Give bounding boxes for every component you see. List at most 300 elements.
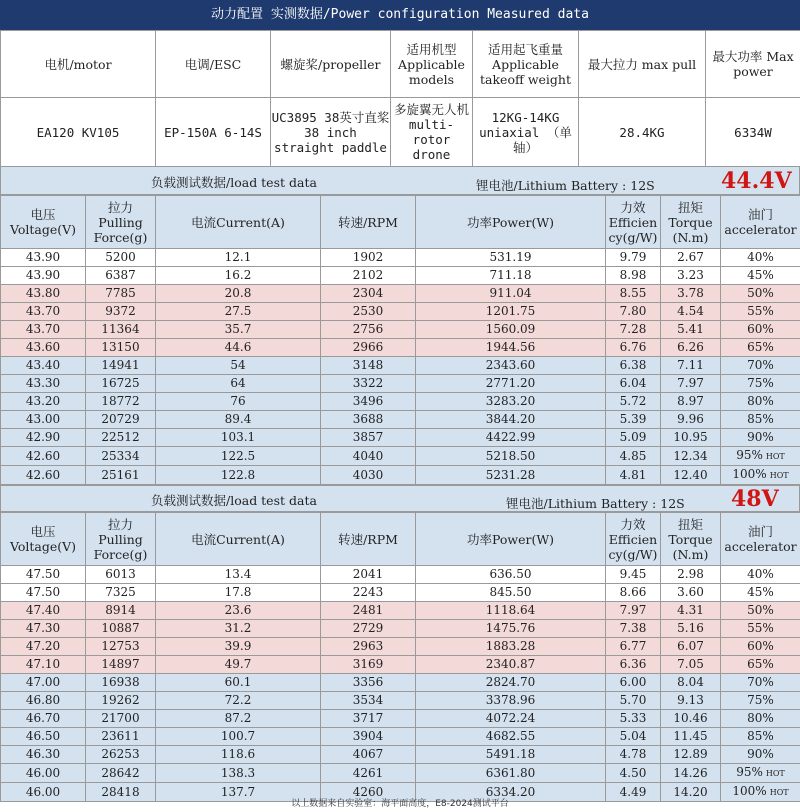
- cell-efficiency: [606, 584, 661, 602]
- cell-efficiency: [606, 249, 661, 267]
- column-header-row: [1, 196, 800, 249]
- cell-current: [156, 602, 321, 620]
- cell-accelerator: [721, 466, 800, 485]
- cell-voltage: [1, 429, 86, 447]
- cell-power: [416, 638, 606, 656]
- cell-torque: [661, 656, 721, 674]
- cell-rpm: [321, 710, 416, 728]
- table-row: [1, 429, 800, 447]
- cell-value: 43.90: [25, 268, 61, 282]
- cell-torque: [661, 285, 721, 303]
- cell-value: 3.78: [677, 286, 704, 300]
- cell-efficiency: [606, 638, 661, 656]
- cell-accelerator: [721, 602, 800, 620]
- cell-value: 7.38: [619, 621, 647, 635]
- cell-value: 8.98: [619, 268, 647, 282]
- cell-voltage: [1, 566, 86, 584]
- cell-power: [416, 285, 606, 303]
- cell-pulling-force: [86, 638, 156, 656]
- cell-value: 3356: [352, 675, 384, 689]
- cell-value: 8.97: [677, 394, 704, 408]
- cell-value: 47.30: [25, 621, 61, 635]
- cell-value: 6.38: [619, 358, 647, 372]
- table-row: [1, 466, 800, 485]
- cell-value: 90%: [747, 430, 774, 444]
- cell-current: [156, 411, 321, 429]
- cell-value: 2756: [352, 322, 384, 336]
- cell-current: [156, 728, 321, 746]
- cell-value: 6361.80: [485, 765, 536, 780]
- table-row: [1, 321, 800, 339]
- cell-power: [416, 710, 606, 728]
- cell-pulling-force: [86, 674, 156, 692]
- cell-value: 6.07: [677, 639, 704, 653]
- cell-value: 27.5: [224, 304, 252, 318]
- cell-value: 54: [230, 358, 246, 372]
- cell-efficiency: [606, 411, 661, 429]
- cell-voltage: [1, 375, 86, 393]
- cell-voltage: [1, 584, 86, 602]
- cell-value: 40%: [747, 567, 774, 581]
- cell-value: 35.7: [224, 322, 252, 336]
- cell-power: [416, 466, 606, 485]
- footer-note: 以上数据来自实验室：海平面高度，E8-2024测试平台: [291, 799, 509, 809]
- cell-value: 10887: [101, 621, 140, 635]
- cell-value: 636.50: [489, 567, 532, 581]
- cell-value: 50%: [747, 286, 774, 300]
- cell-value: 2729: [352, 621, 384, 635]
- cell-current: [156, 321, 321, 339]
- cell-value: 122.5: [220, 448, 256, 463]
- column-header-accelerator: 油门 accelerator: [721, 513, 800, 566]
- cell-value: 1902: [352, 250, 384, 264]
- spec-header-esc: 电调/ESC: [156, 31, 271, 98]
- cell-value: 16725: [101, 376, 140, 390]
- cell-efficiency: [606, 746, 661, 764]
- cell-value: 4260: [352, 784, 384, 799]
- cell-voltage: [1, 321, 86, 339]
- cell-value: 6013: [105, 567, 136, 581]
- cell-torque: [661, 249, 721, 267]
- cell-value: 5231.28: [485, 467, 536, 482]
- cell-accelerator: [721, 303, 800, 321]
- cell-power: [416, 584, 606, 602]
- cell-voltage: [1, 620, 86, 638]
- cell-value: 46.70: [25, 711, 61, 725]
- cell-pulling-force: [86, 285, 156, 303]
- cell-value: 95%: [736, 765, 763, 779]
- cell-voltage: [1, 764, 86, 783]
- cell-voltage: [1, 728, 86, 746]
- cell-power: [416, 393, 606, 411]
- cell-rpm: [321, 566, 416, 584]
- cell-torque: [661, 764, 721, 783]
- cell-value: 4261: [352, 765, 384, 780]
- cell-value: 2.98: [677, 567, 704, 581]
- cell-power: [416, 566, 606, 584]
- cell-value: 4072.24: [485, 711, 536, 725]
- cell-value: 3283.20: [485, 394, 536, 408]
- cell-pulling-force: [86, 321, 156, 339]
- spec-header-max-pull: 最大拉力 max pull: [579, 31, 706, 98]
- cell-voltage: [1, 710, 86, 728]
- cell-value: 5.09: [619, 430, 647, 444]
- cell-efficiency: [606, 285, 661, 303]
- cell-value: 1560.09: [485, 322, 536, 336]
- table-row: [1, 447, 800, 466]
- cell-accelerator: [721, 249, 800, 267]
- spec-value-propeller: UC3895 38英寸直桨 38 inch straight paddle: [271, 98, 391, 167]
- cell-voltage: [1, 285, 86, 303]
- cell-power: [416, 267, 606, 285]
- cell-value: 5218.50: [485, 448, 536, 463]
- spec-value-weight: 12KG-14KG uniaxial （单轴）: [473, 98, 579, 167]
- cell-value: 75%: [747, 376, 774, 390]
- cell-current: [156, 710, 321, 728]
- cell-accelerator: [721, 656, 800, 674]
- cell-value: 44.6: [224, 340, 252, 354]
- cell-rpm: [321, 656, 416, 674]
- cell-value: 8.55: [619, 286, 647, 300]
- cell-accelerator: [721, 429, 800, 447]
- cell-value: 2041: [352, 567, 384, 581]
- cell-pulling-force: [86, 466, 156, 485]
- cell-pulling-force: [86, 602, 156, 620]
- cell-current: [156, 566, 321, 584]
- cell-torque: [661, 674, 721, 692]
- cell-accelerator: [721, 728, 800, 746]
- cell-value: 65%: [747, 657, 774, 671]
- cell-value: 2771.20: [485, 376, 536, 390]
- cell-efficiency: [606, 393, 661, 411]
- cell-value: 5.39: [619, 412, 647, 426]
- cell-value: 4.49: [619, 784, 647, 799]
- cell-value: 18772: [101, 394, 140, 408]
- cell-value: 8.66: [619, 585, 647, 599]
- cell-voltage: [1, 357, 86, 375]
- cell-torque: [661, 339, 721, 357]
- cell-accelerator: [721, 692, 800, 710]
- cell-value: 12.89: [673, 747, 708, 761]
- cell-value: 46.80: [25, 693, 61, 707]
- cell-value: 46.30: [25, 747, 61, 761]
- cell-rpm: [321, 620, 416, 638]
- column-header-efficiency: 力效 Efficien cy(g/W): [606, 513, 661, 566]
- cell-voltage: [1, 393, 86, 411]
- hot-badge: HOT: [765, 452, 785, 461]
- cell-power: [416, 321, 606, 339]
- cell-value: 42.60: [25, 467, 61, 482]
- cell-value: 6.04: [619, 376, 647, 390]
- cell-value: 10.95: [673, 430, 708, 444]
- cell-torque: [661, 584, 721, 602]
- cell-value: 4.78: [619, 747, 647, 761]
- cell-value: 7.28: [619, 322, 647, 336]
- cell-power: [416, 303, 606, 321]
- cell-efficiency: [606, 375, 661, 393]
- cell-value: 7.97: [677, 376, 704, 390]
- cell-torque: [661, 728, 721, 746]
- cell-value: 3496: [352, 394, 384, 408]
- cell-accelerator: [721, 710, 800, 728]
- cell-value: 75%: [747, 693, 774, 707]
- cell-current: [156, 357, 321, 375]
- cell-value: 6.00: [619, 675, 647, 689]
- cell-value: 2304: [352, 286, 384, 300]
- cell-accelerator: [721, 746, 800, 764]
- cell-value: 3169: [352, 657, 384, 671]
- cell-value: 3688: [352, 412, 384, 426]
- cell-value: 85%: [747, 729, 774, 743]
- cell-current: [156, 746, 321, 764]
- cell-current: [156, 249, 321, 267]
- section1-battery-label: 锂电池/Lithium Battery : 12S: [476, 178, 655, 193]
- cell-value: 47.10: [25, 657, 61, 671]
- cell-value: 3844.20: [485, 412, 536, 426]
- cell-value: 87.2: [224, 711, 252, 725]
- cell-rpm: [321, 728, 416, 746]
- cell-value: 11364: [101, 322, 140, 336]
- table-row: [1, 710, 800, 728]
- cell-accelerator: [721, 584, 800, 602]
- cell-efficiency: [606, 466, 661, 485]
- column-header-efficiency: 力效 Efficien cy(g/W): [606, 196, 661, 249]
- cell-value: 9.45: [619, 567, 647, 581]
- cell-power: [416, 339, 606, 357]
- cell-efficiency: [606, 429, 661, 447]
- cell-efficiency: [606, 728, 661, 746]
- cell-accelerator: [721, 321, 800, 339]
- cell-pulling-force: [86, 429, 156, 447]
- cell-power: [416, 357, 606, 375]
- cell-value: 5.33: [619, 711, 647, 725]
- cell-value: 711.18: [489, 268, 532, 282]
- cell-value: 7.11: [677, 358, 704, 372]
- cell-value: 55%: [747, 304, 774, 318]
- cell-value: 23.6: [224, 603, 252, 617]
- cell-value: 46.00: [25, 765, 61, 780]
- cell-power: [416, 602, 606, 620]
- cell-rpm: [321, 447, 416, 466]
- cell-torque: [661, 357, 721, 375]
- cell-current: [156, 339, 321, 357]
- cell-torque: [661, 638, 721, 656]
- cell-voltage: [1, 447, 86, 466]
- spec-header-models: 适用机型 Applicable models: [391, 31, 473, 98]
- spec-value-max-power: 6334W: [706, 98, 800, 167]
- cell-value: 1883.28: [485, 639, 536, 653]
- cell-value: 60.1: [224, 675, 252, 689]
- cell-pulling-force: [86, 339, 156, 357]
- cell-current: [156, 692, 321, 710]
- cell-value: 80%: [747, 394, 774, 408]
- cell-value: 2963: [352, 639, 384, 653]
- cell-efficiency: [606, 321, 661, 339]
- column-header-rpm: 转速/RPM: [321, 196, 416, 249]
- cell-value: 40%: [747, 250, 774, 264]
- cell-pulling-force: [86, 728, 156, 746]
- cell-pulling-force: [86, 393, 156, 411]
- cell-torque: [661, 393, 721, 411]
- cell-value: 47.20: [25, 639, 61, 653]
- spec-table: [0, 30, 800, 167]
- table-row: [1, 566, 800, 584]
- cell-accelerator: [721, 267, 800, 285]
- cell-rpm: [321, 321, 416, 339]
- cell-efficiency: [606, 602, 661, 620]
- cell-value: 12.34: [673, 448, 708, 463]
- cell-value: 85%: [747, 412, 774, 426]
- table-row: [1, 411, 800, 429]
- section2-load-label: 负载测试数据/load test data: [151, 493, 317, 508]
- cell-value: 11.45: [673, 729, 708, 743]
- spec-value-motor: EA120 KV105: [1, 98, 156, 167]
- cell-value: 103.1: [220, 430, 256, 444]
- cell-voltage: [1, 466, 86, 485]
- cell-value: 2340.87: [485, 657, 536, 671]
- column-header-voltage: 电压 Voltage(V): [1, 513, 86, 566]
- cell-power: [416, 692, 606, 710]
- section1-data-table: [0, 195, 800, 485]
- cell-efficiency: [606, 357, 661, 375]
- cell-accelerator: [721, 357, 800, 375]
- cell-power: [416, 728, 606, 746]
- cell-value: 46.50: [25, 729, 61, 743]
- cell-value: 7785: [105, 286, 136, 300]
- cell-value: 2530: [352, 304, 384, 318]
- section2-header: [0, 485, 800, 512]
- cell-value: 14.26: [673, 765, 708, 780]
- cell-efficiency: [606, 303, 661, 321]
- cell-current: [156, 764, 321, 783]
- section1-load-label: 负载测试数据/load test data: [151, 175, 317, 190]
- cell-value: 531.19: [489, 250, 532, 264]
- cell-torque: [661, 710, 721, 728]
- cell-value: 1944.56: [485, 340, 536, 354]
- cell-pulling-force: [86, 267, 156, 285]
- cell-value: 45%: [747, 268, 774, 282]
- cell-torque: [661, 602, 721, 620]
- section2-battery-label: 锂电池/Lithium Battery : 12S: [506, 496, 685, 511]
- section1-header: [0, 166, 800, 195]
- cell-power: [416, 375, 606, 393]
- cell-efficiency: [606, 764, 661, 783]
- cell-pulling-force: [86, 620, 156, 638]
- cell-voltage: [1, 692, 86, 710]
- cell-value: 47.00: [25, 675, 61, 689]
- cell-efficiency: [606, 566, 661, 584]
- cell-value: 64: [230, 376, 246, 390]
- section1-voltage: 44.4V: [721, 168, 792, 194]
- cell-pulling-force: [86, 710, 156, 728]
- cell-value: 14941: [101, 358, 140, 372]
- cell-torque: [661, 746, 721, 764]
- cell-current: [156, 620, 321, 638]
- cell-pulling-force: [86, 566, 156, 584]
- cell-voltage: [1, 602, 86, 620]
- cell-value: 46.00: [25, 784, 61, 799]
- cell-value: 76: [230, 394, 246, 408]
- hot-badge: HOT: [765, 769, 785, 778]
- hot-badge: HOT: [769, 788, 789, 797]
- cell-accelerator: [721, 393, 800, 411]
- cell-rpm: [321, 285, 416, 303]
- column-header-torque: 扭矩 Torque (N.m): [661, 513, 721, 566]
- cell-torque: [661, 375, 721, 393]
- cell-value: 3.23: [677, 268, 704, 282]
- cell-value: 43.60: [25, 340, 61, 354]
- cell-value: 7.97: [619, 603, 647, 617]
- cell-value: 137.7: [220, 784, 256, 799]
- cell-voltage: [1, 638, 86, 656]
- table-row: [1, 375, 800, 393]
- cell-value: 23611: [101, 729, 140, 743]
- cell-rpm: [321, 339, 416, 357]
- cell-rpm: [321, 393, 416, 411]
- cell-value: 14897: [101, 657, 140, 671]
- cell-value: 6.76: [619, 340, 647, 354]
- column-header-current: 电流Current(A): [156, 196, 321, 249]
- table-row: [1, 267, 800, 285]
- cell-current: [156, 303, 321, 321]
- cell-current: [156, 375, 321, 393]
- cell-value: 43.70: [25, 304, 61, 318]
- spec-value-row: [1, 98, 800, 167]
- column-header-power: 功率Power(W): [416, 513, 606, 566]
- cell-value: 122.8: [220, 467, 256, 482]
- cell-value: 3717: [352, 711, 384, 725]
- column-header-rpm: 转速/RPM: [321, 513, 416, 566]
- cell-value: 4.54: [677, 304, 704, 318]
- cell-value: 31.2: [224, 621, 252, 635]
- cell-current: [156, 656, 321, 674]
- cell-value: 39.9: [224, 639, 252, 653]
- cell-value: 3.60: [677, 585, 704, 599]
- cell-value: 7.80: [619, 304, 647, 318]
- cell-rpm: [321, 602, 416, 620]
- cell-value: 9.79: [619, 250, 647, 264]
- table-row: [1, 620, 800, 638]
- cell-value: 60%: [747, 639, 774, 653]
- cell-value: 70%: [747, 358, 774, 372]
- cell-efficiency: [606, 710, 661, 728]
- cell-value: 1475.76: [485, 621, 536, 635]
- cell-current: [156, 393, 321, 411]
- cell-value: 2966: [352, 340, 384, 354]
- cell-value: 4.81: [619, 467, 647, 482]
- table-row: [1, 357, 800, 375]
- cell-torque: [661, 267, 721, 285]
- cell-current: [156, 638, 321, 656]
- cell-accelerator: [721, 674, 800, 692]
- cell-value: 3904: [352, 729, 384, 743]
- cell-torque: [661, 429, 721, 447]
- cell-power: [416, 620, 606, 638]
- cell-value: 43.90: [25, 250, 61, 264]
- column-header-power: 功率Power(W): [416, 196, 606, 249]
- cell-value: 7.05: [677, 657, 704, 671]
- cell-current: [156, 466, 321, 485]
- cell-value: 22512: [101, 430, 140, 444]
- cell-efficiency: [606, 447, 661, 466]
- section2-voltage: 48V: [731, 486, 779, 512]
- cell-value: 72.2: [224, 693, 252, 707]
- cell-accelerator: [721, 620, 800, 638]
- cell-value: 1118.64: [485, 603, 536, 617]
- cell-value: 12.1: [224, 250, 252, 264]
- cell-value: 42.90: [25, 430, 61, 444]
- table-row: [1, 638, 800, 656]
